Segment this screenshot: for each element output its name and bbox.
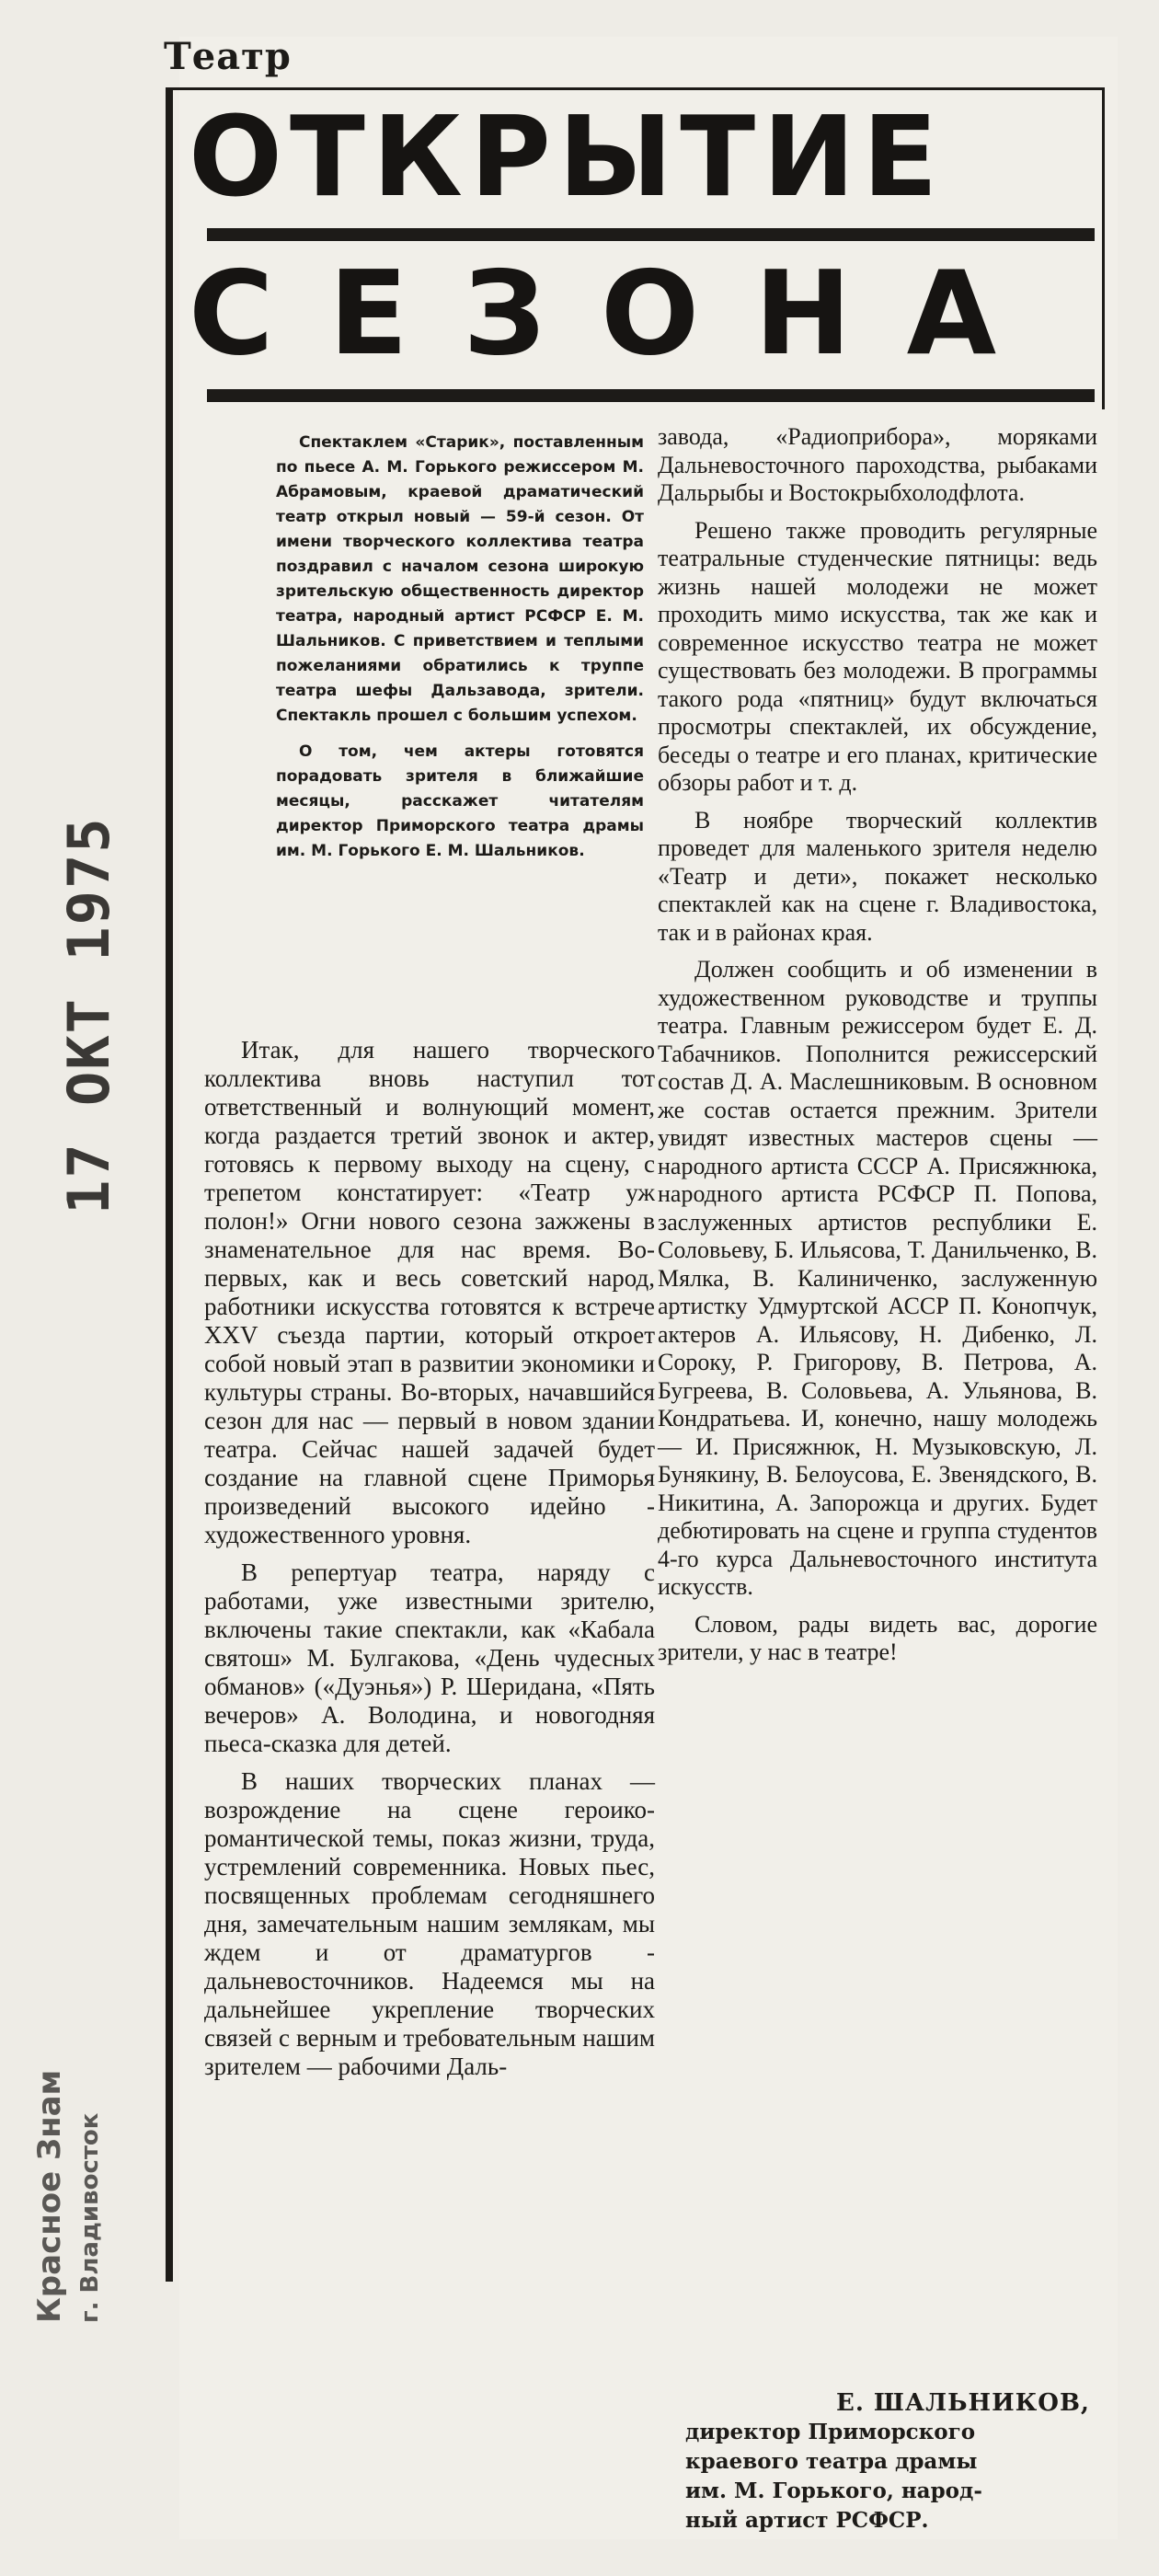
article-paragraph: Словом, рады видеть вас, дорогие зрители, у нас в театре!: [658, 1610, 1097, 1665]
section-label: Театр: [164, 35, 292, 78]
article-paragraph: Решено также проводить регулярные театральные студенческие пятницы: ведь жизнь нашей молодежи не может проходить мимо искусства, так же как и современное искусство театра не может существовать без молодежи. В программы такого рода «пятниц» будут включаться просмотры спектаклей, их обсуждение, беседы о театре и его планах, критические обзоры работ и т. д.: [658, 516, 1097, 796]
frame-left-rule: [166, 87, 173, 2282]
headline-line-2: СЕЗОНА: [189, 246, 1052, 381]
lead-paragraph-block: [276, 431, 644, 875]
author-title-line: им. М. Горького, народ-: [685, 2478, 982, 2503]
author-title-line: ный артист РСФСР.: [685, 2508, 929, 2533]
article-column-2: [658, 423, 1097, 1676]
lead-paragraph: Спектаклем «Старик», поставленным по пьесе А. М. Горького режиссером М. Абрамовым, краевой драматический театр открыл новый — 59-й сезон. От имени творческого коллектива театра поздравил с началом сезона широкую зрительскую общественность директор театра, народный артист РСФСР Е. М. Шальников. С приветствием и теплыми пожеланиями обратились к труппе театра шефы Дальзавода, зрители. Спектакль прошел с большим успехом.: [276, 433, 644, 725]
lead-paragraph: О том, чем актеры готовятся порадовать зрителя в ближайшие месяцы, расскажет читателям директор Приморского театра драмы им. М. Горького Е. М. Шальников.: [276, 742, 644, 860]
newspaper-stamp: [29, 2070, 110, 2323]
article-paragraph: В репертуар театра, наряду с работами, уже известными зрителю, включены такие спектакли, как «Кабала святош» М. Булгакова, «День чудесных обманов» («Дуэнья») Р. Шеридана, «Пять вечеров» А. Володина, и новогодняя пьеса-сказка для детей.: [204, 1558, 655, 1757]
article-paragraph: В ноябре творческий коллектив проведет для маленького зрителя неделю «Театр и дети», покажет несколько спектаклей как на сцене г. Владивостока, так и в районах края.: [658, 806, 1097, 946]
newspaper-city: г. Владивосток: [76, 2112, 104, 2323]
article-paragraph: В наших творческих планах — возрождение на сцене героико-романтической темы, показ жизни, труда, устремлений современника. Новых пьес, посвященных проблемам сегодняшнего дня, замечательным нашим землякам, мы ждем и от драматургов - дальневосточников. Надеемся мы на дальнейшее укрепление творческих связей с верным и требовательным нашим зрителем — рабочими Даль-: [204, 1767, 655, 2080]
headline-divider: [207, 389, 1095, 402]
frame-top-rule: [166, 87, 1104, 90]
author-name: Е. ШАЛЬНИКОВ,: [836, 2389, 1090, 2417]
newspaper-name: Красное Знам: [31, 2069, 68, 2323]
headline-line-1: ОТКРЫТИЕ: [189, 94, 946, 222]
author-title-line: директор Приморского: [685, 2420, 976, 2444]
article-paragraph: Должен сообщить и об изменении в художественном руководстве и труппы театра. Главным режиссером будет Е. Д. Табачников. Пополнится режиссерский состав Д. А. Маслешниковым. В основном же состав остается прежним. Зрители увидят известных мастеров сцены — народного артиста СССР А. Присяжнюка, народного артиста РСФСР П. Попова, заслуженных артистов республики Е. Соловьеву, Б. Ильясова, Т. Данильченко, В. Мялка, В. Калиниченко, заслуженную артистку Удмуртской АССР П. Конопчук, актеров А. Ильясову, Н. Дибенко, Л. Сороку, Р. Григорову, В. Петрова, А. Бугреева, В. Соловьева, А. Ульянова, В. Кондратьева. И, конечно, нашу молодежь — И. Присяжнюк, Н. Музыковскую, Л. Бунякину, В. Белоусова, Е. Звенядского, В. Никитина, А. Запорожца и других. Будет дебютировать на сцене и группа студентов 4-го курса Дальневосточного института искусств.: [658, 956, 1097, 1600]
author-title-line: краевого театра драмы: [685, 2449, 978, 2474]
author-signature: [685, 2388, 1090, 2536]
frame-right-rule: [1102, 87, 1105, 409]
headline-divider: [207, 228, 1095, 241]
date-stamp: 17 ОКТ 1975: [55, 816, 122, 1214]
article-paragraph: Итак, для нашего творческого коллектива вновь наступил тот ответственный и волнующий момент, когда раздается третий звонок и актер, готовясь к первому выходу на сцену, с трепетом констатирует: «Театр уж полон!» Огни нового сезона зажжены в знаменательное для нас время. Во-первых, как и весь советский народ, работники искусства готовятся к встрече XXV съезда партии, который откроет собой новый этап в развитии экономики и культуры страны. Во-вторых, начавшийся сезон для нас — первый в новом здании театра. Сейчас нашей задачей будет создание на главной сцене Приморья произведений высокого идейно - художественного уровня.: [204, 1036, 655, 1548]
article-column-1: [204, 1036, 655, 2090]
article-paragraph: завода, «Радиоприбора», моряками Дальневосточного пароходства, рыбаками Дальрыбы и Востокрыбхолодфлота.: [658, 423, 1097, 506]
